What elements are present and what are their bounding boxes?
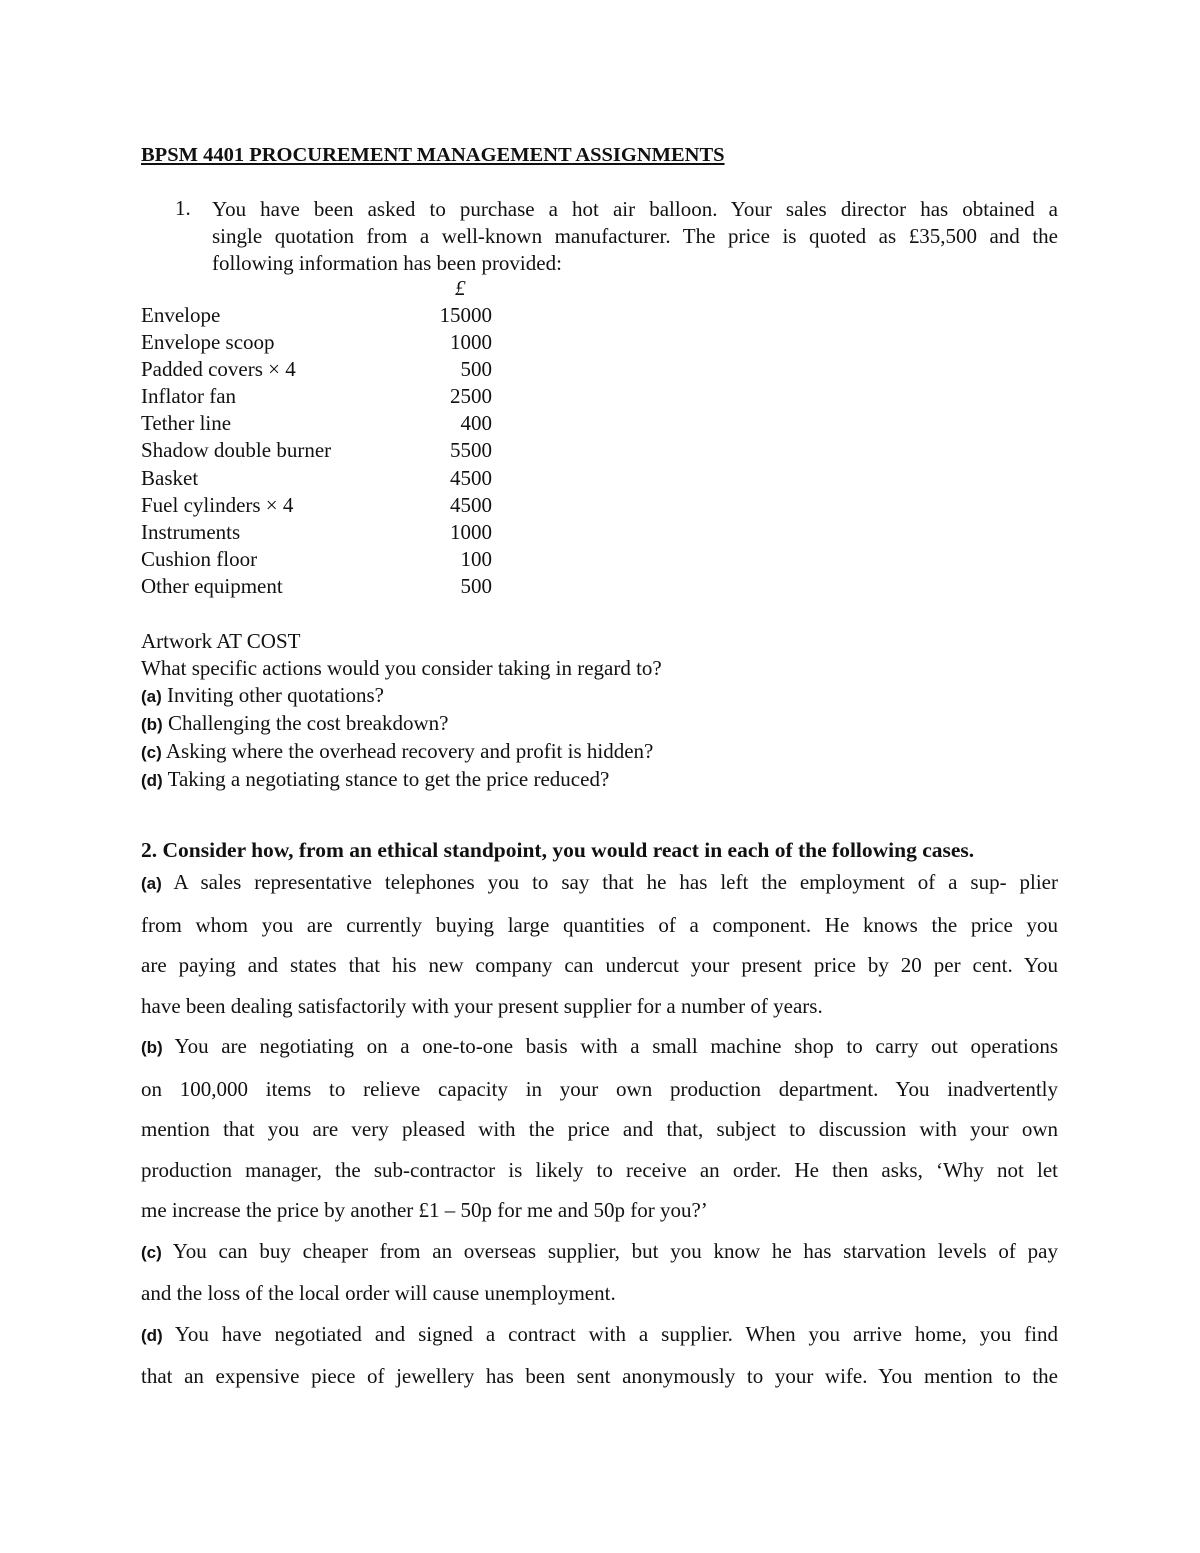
document-title: BPSM 4401 PROCUREMENT MANAGEMENT ASSIGNMENTS (141, 144, 725, 166)
cost-row (141, 465, 541, 492)
case-label: (d) (141, 1325, 163, 1345)
cost-row (141, 410, 541, 437)
question-2-heading: 2. Consider how, from an ethical standpoint, you would react in each of the following cases. (141, 838, 975, 862)
sub-question (141, 738, 1041, 766)
case-line: mention that you are very pleased with the price and that, subject to discussion with your own (141, 1117, 1058, 1141)
cost-breakdown-list (141, 302, 541, 600)
sub-question-text: Inviting other quotations? (161, 683, 384, 708)
cost-item: Basket (141, 465, 199, 490)
sub-question (141, 682, 1041, 710)
cost-item: Cushion floor (141, 546, 258, 571)
currency-symbol: £ (455, 276, 466, 300)
question-1-line: You have been asked to purchase a hot air balloon. Your sales director has obtained a (212, 197, 1058, 221)
question-1-prompt: What specific actions would you consider taking in regard to? (141, 656, 662, 681)
cost-row (141, 302, 541, 329)
case-text: You can buy cheaper from an overseas supplier, but you know he has starvation levels of pay (161, 1238, 1058, 1263)
sub-question-text: Challenging the cost breakdown? (162, 711, 449, 736)
cost-amount: 1000 (450, 519, 492, 544)
cost-amount: 4500 (450, 465, 492, 490)
case-label: (b) (141, 1038, 163, 1057)
case-line (141, 1314, 1058, 1357)
cost-item: Other equipment (141, 573, 283, 598)
sub-question (141, 710, 1041, 738)
cost-item: Shadow double burner (141, 438, 332, 463)
case-text: You have negotiated and signed a contract with a supplier. When you arrive home, you find (162, 1321, 1058, 1346)
question-1-line: following information has been provided: (212, 251, 562, 275)
case-line: on 100,000 items to relieve capacity in your own production department. You inadvertently (141, 1076, 1058, 1101)
cost-item: Tether line (141, 411, 232, 436)
case-line: have been dealing satisfactorily with your present supplier for a number of years. (141, 993, 823, 1018)
case-line: from whom you are currently buying large quantities of a component. He knows the price you (141, 912, 1058, 937)
cost-row (141, 356, 541, 383)
sub-question-label: (b) (141, 715, 163, 735)
cost-item: Fuel cylinders × 4 (141, 492, 294, 517)
cost-item: Envelope (141, 303, 221, 327)
case-line (141, 862, 1058, 905)
cost-amount: 500 (460, 573, 492, 598)
question-1-followup (141, 628, 1041, 795)
cost-row (141, 437, 541, 464)
case-label: (a) (141, 874, 162, 893)
cost-amount: 1000 (450, 330, 492, 355)
cost-amount: 15000 (439, 303, 492, 327)
case-line: are paying and states that his new company can undercut your present price by 20 per cent. You (141, 953, 1058, 977)
cost-item: Inflator fan (141, 384, 237, 409)
sub-question-label: (c) (141, 743, 162, 763)
case-text: You are negotiating on a one-to-one basis with a small machine shop to carry out operations (162, 1034, 1058, 1058)
cost-row (141, 519, 541, 546)
sub-question-text: Asking where the overhead recovery and profit is hidden? (161, 739, 654, 764)
cost-row (141, 546, 541, 573)
question-1-line: single quotation from a well-known manufacturer. The price is quoted as £35,500 and the (212, 224, 1058, 248)
cost-amount: 100 (460, 546, 492, 571)
cost-amount: 500 (460, 357, 492, 382)
sub-question-text: Taking a negotiating stance to get the price reduced? (162, 767, 610, 792)
case-line (141, 1231, 1058, 1274)
cost-row (141, 492, 541, 519)
case-line: production manager, the sub-contractor is likely to receive an order. He then asks, ‘Why not let (141, 1157, 1058, 1182)
question-1-text (212, 196, 1058, 277)
sub-question-label: (a) (141, 687, 162, 707)
cost-item: Padded covers × 4 (141, 357, 296, 382)
sub-question-label: (d) (141, 771, 163, 791)
case-line: that an expensive piece of jewellery has been sent anonymously to your wife. You mention to the (141, 1364, 1058, 1388)
question-2-cases (141, 862, 1058, 1397)
cost-amount: 5500 (450, 438, 492, 463)
cost-item: Envelope scoop (141, 330, 275, 355)
case-line: me increase the price by another £1 – 50p for me and 50p for you?’ (141, 1198, 708, 1222)
sub-question (141, 766, 1041, 794)
cost-amount: 4500 (450, 492, 492, 517)
case-line (141, 1026, 1058, 1069)
case-text: A sales representative telephones you to say that he has left the employment of a sup- plier (161, 870, 1058, 894)
cost-row (141, 573, 541, 600)
cost-amount: 2500 (450, 384, 492, 409)
case-label: (c) (141, 1242, 162, 1262)
artwork-line: Artwork AT COST (141, 629, 301, 653)
cost-row (141, 383, 541, 410)
cost-amount: 400 (460, 411, 492, 436)
cost-row (141, 329, 541, 356)
question-1-number: 1. (175, 196, 191, 220)
cost-item: Instruments (141, 519, 241, 544)
case-line: and the loss of the local order will cause unemployment. (141, 1281, 616, 1305)
